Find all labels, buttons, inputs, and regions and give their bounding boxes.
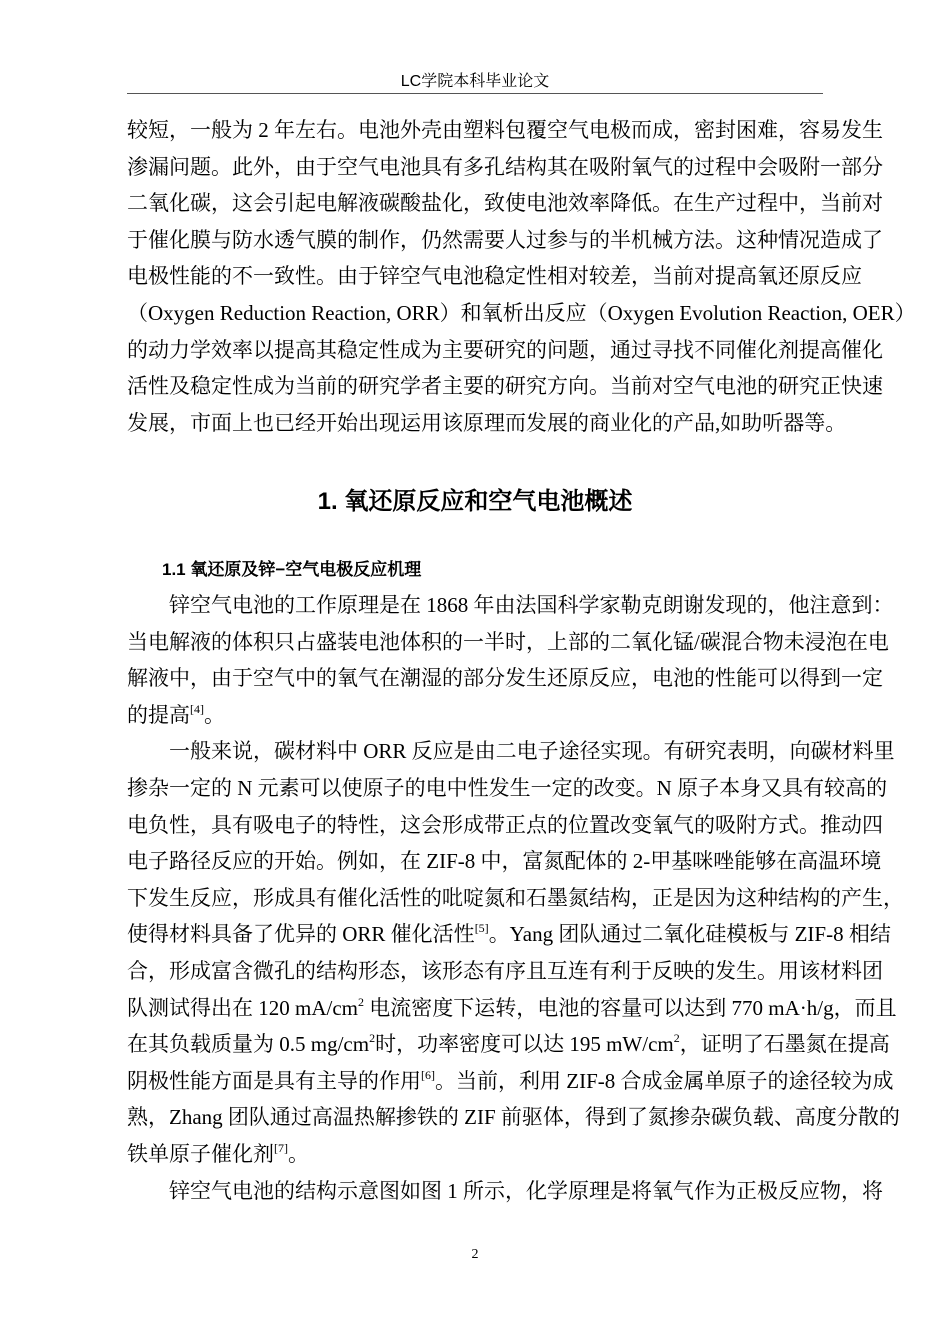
text-line xyxy=(127,990,897,1027)
text-run: 掺杂一定的 N 元素可以使原子的电中性发生一定的改变。N 原子本身又具有较高的 xyxy=(127,775,888,800)
text-run: 锌空气电池的结构示意图如图 1 所示，化学原理是将氧气作为正极反应物，将 xyxy=(169,1178,883,1203)
text-run: 二氧化碳，这会引起电解液碳酸盐化，致使电池效率降低。在生产过程中，当前对 xyxy=(127,191,883,216)
text-line xyxy=(127,660,883,697)
citation-superscript: [5] xyxy=(474,921,489,936)
text-run: 的提高 xyxy=(127,702,190,727)
text-line xyxy=(127,1063,894,1100)
citation-superscript: 2 xyxy=(358,994,364,1009)
text-run: 。 xyxy=(204,702,225,727)
text-run: 的动力学效率以提高其稳定性成为主要研究的问题，通过寻找不同催化剂提高催化 xyxy=(127,337,883,362)
text-line xyxy=(127,1173,883,1210)
subsection-heading: 1.1 氧还原及锌−空气电极反应机理 xyxy=(162,560,422,579)
text-run: 合，形成富含微孔的结构形态，该形态有序且互连有利于反映的发生。用该材料团 xyxy=(127,958,883,983)
citation-superscript: [7] xyxy=(274,1140,288,1155)
header-rule xyxy=(127,93,823,94)
text-run: 于催化膜与防水透气膜的制作，仍然需要人过参与的半机械方法。这种情况造成了 xyxy=(127,227,883,252)
text-run: 下发生反应，形成具有催化活性的吡啶氮和石墨氮结构，正是因为这种结构的产生， xyxy=(127,885,904,910)
text-line xyxy=(127,149,883,186)
text-run: 。 xyxy=(288,1141,309,1166)
text-run: 解液中，由于空气中的氧气在潮湿的部分发生还原反应，电池的性能可以得到一定 xyxy=(127,666,883,691)
text-run: 电流密度下运转，电池的容量可以达到 770 mA·h/g，而且 xyxy=(364,995,897,1020)
text-run: 使得材料具备了优异的 ORR 催化活性 xyxy=(127,922,475,947)
text-line xyxy=(127,1026,890,1063)
text-run: 较短，一般为 2 年左右。电池外壳由塑料包覆空气电极而成，密封困难，容易发生 xyxy=(127,118,883,142)
section-heading: 1. 氧还原反应和空气电池概述 xyxy=(317,488,633,515)
citation-superscript: 2 xyxy=(369,1031,376,1046)
text-run: 。Yang 团队通过二氧化硅模板与 ZIF-8 相结 xyxy=(488,922,891,947)
text-run: 。当前，利用 ZIF-8 合成金属单原子的途径较为成 xyxy=(435,1068,894,1093)
text-run: 队测试得出在 120 mA/cm xyxy=(127,995,358,1020)
citation-superscript: 2 xyxy=(673,1031,680,1046)
running-header: LC学院本科毕业论文 xyxy=(400,73,550,90)
body-text-bottom xyxy=(127,587,904,1209)
text-line xyxy=(127,733,895,770)
citation-superscript: [4] xyxy=(190,701,204,716)
text-run: 电极性能的不一致性。由于锌空气电池稳定性相对较差，当前对提高氧还原反应 xyxy=(127,264,862,289)
text-run: 电负性，具有吸电子的特性，这会形成带正点的位置改变氧气的吸附方式。推动四 xyxy=(127,812,883,837)
text-run: 活性及稳定性成为当前的研究学者主要的研究方向。当前对空气电池的研究正快速 xyxy=(127,374,883,399)
paragraph xyxy=(127,112,916,441)
text-line xyxy=(127,368,883,405)
text-line xyxy=(127,587,894,624)
paragraph xyxy=(127,1173,883,1210)
text-run: 电子路径反应的开始。例如，在 ZIF-8 中，富氮配体的 2-甲基咪唑能够在高温环境 xyxy=(127,849,882,874)
text-run: 一般来说，碳材料中 ORR 反应是由二电子途径实现。有研究表明，向碳材料里 xyxy=(169,739,895,764)
paragraph xyxy=(127,733,904,1172)
text-line xyxy=(127,1099,900,1136)
text-line xyxy=(127,295,916,332)
text-line xyxy=(127,843,882,880)
citation-superscript: [6] xyxy=(421,1067,435,1082)
text-line xyxy=(127,112,883,149)
text-line xyxy=(127,880,904,917)
text-line xyxy=(127,624,889,661)
text-line xyxy=(127,258,862,295)
text-line xyxy=(127,1136,823,1173)
text-run: 阴极性能方面是具有主导的作用 xyxy=(127,1068,421,1093)
text-line xyxy=(127,332,883,369)
text-line xyxy=(127,697,823,734)
page-number: 2 xyxy=(471,1247,479,1262)
text-line xyxy=(127,222,883,259)
text-run: 锌空气电池的工作原理是在 1868 年由法国科学家勒克朗谢发现的，他注意到： xyxy=(169,593,894,617)
text-run: 发展，市面上也已经开始出现运用该原理而发展的商业化的产品,如助听器等。 xyxy=(127,410,847,435)
paragraph xyxy=(127,587,894,733)
text-line xyxy=(127,953,883,990)
text-run: 熟，Zhang 团队通过高温热解掺铁的 ZIF 前驱体，得到了氮掺杂碳负载、高度分散的 xyxy=(127,1105,900,1130)
text-run: （Oxygen Reduction Reaction, ORR）和氧析出反应（Oxygen Evolution Reaction, OER） xyxy=(127,300,916,325)
body-text-top xyxy=(127,112,916,441)
text-run: 时，功率密度可以达 195 mW/cm xyxy=(375,1032,674,1057)
text-line xyxy=(127,405,847,442)
text-line xyxy=(127,185,883,222)
text-run: 渗漏问题。此外，由于空气电池具有多孔结构其在吸附氧气的过程中会吸附一部分 xyxy=(127,154,883,179)
text-line xyxy=(127,770,888,807)
text-run: ，证明了石墨氮在提高 xyxy=(679,1032,890,1057)
text-run: 当电解液的体积只占盛装电池体积的一半时，上部的二氧化锰/碳混合物未浸泡在电 xyxy=(127,629,889,654)
text-line xyxy=(127,807,883,844)
text-line xyxy=(127,916,891,953)
text-run: 在其负载质量为 0.5 mg/cm xyxy=(127,1032,370,1057)
text-run: 铁单原子催化剂 xyxy=(127,1141,274,1166)
